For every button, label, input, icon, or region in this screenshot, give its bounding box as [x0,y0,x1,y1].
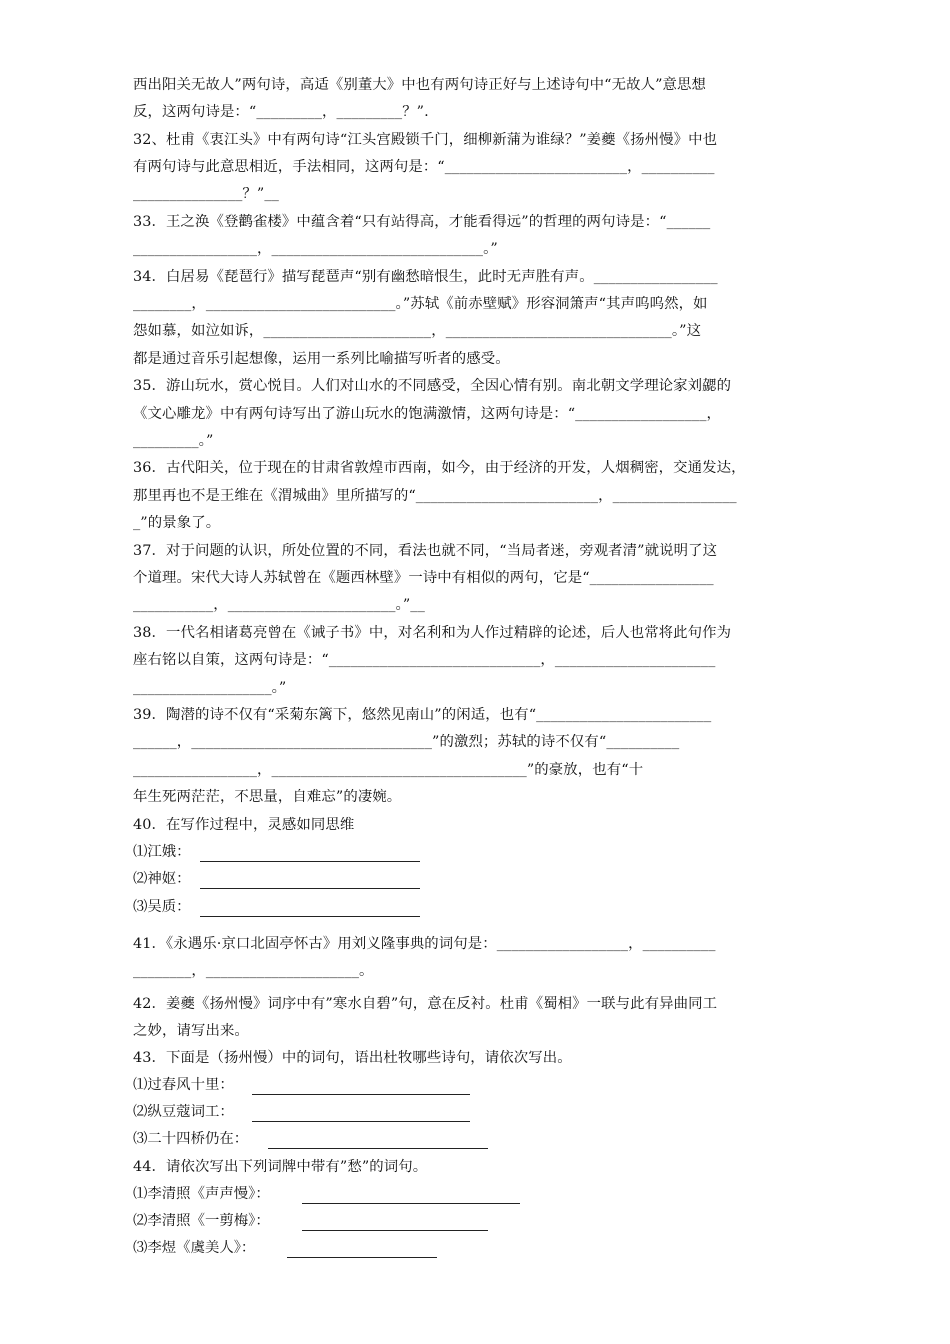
q43-item-label: ⑵纵豆蔻词工： [133,1104,234,1120]
text-line: ___________，_______________________。”__ [133,597,425,613]
text-line: ______，_________________________________”的激烈；苏轼的诗不仅有“__________ [133,734,680,750]
answer-blank[interactable] [287,1257,437,1258]
text-line: 37．对于问题的认识，所处位置的不同，看法也就不同，“当局者迷，旁观者清”就说明了这 [133,543,718,559]
text-line: 35．游山玩水，赏心悦目。人们对山水的不同感受，全因心情有别。南北朝文学理论家刘勰的 [133,378,732,394]
question-title: 43．下面是（扬州慢）中的词句，语出杜牧哪些诗句，请依次写出。 [133,1050,572,1066]
text-line: _________________，___________________________________”的豪放，也有“十 [133,762,644,778]
q40-item-label: ⑶吴质： [133,899,191,915]
text-line: 西出阳关无故人”两句诗，高适《别董大》中也有两句诗正好与上述诗句中“无故人”意思想 [133,77,707,93]
text-line: 40．在写作过程中，灵感如同思维 [133,817,355,833]
q40-item-label: ⑴江娥： [133,844,191,860]
text-line: 33．王之涣《登鹳雀楼》中蕴含着“只有站得高，才能看得远”的哲理的两句诗是：“______ [133,214,711,230]
text-line: 年生死两茫茫，不思量，自难忘”的凄婉。 [133,789,402,805]
text-line: 座右铭以自策，这两句诗是：“_____________________________，______________________ [133,652,716,668]
q44-item-label: ⑵李清照《一剪梅》： [133,1213,270,1229]
q44-item-label: ⑴李清照《声声慢》： [133,1186,270,1202]
text-line: 38．一代名相诸葛亮曾在《诫子书》中，对名利和为人作过精辟的论述，后人也常将此句作为 [133,625,732,641]
text-line: 39．陶潜的诗不仅有“采菊东篱下，悠然见南山”的闲适，也有“________________________ [133,707,712,723]
q43-item-label: ⑶二十四桥仍在： [133,1131,249,1147]
answer-blank[interactable] [200,888,420,889]
text-line: ___________________。” [133,680,287,696]
answer-blank[interactable] [200,861,420,862]
text-line: _______________？”__ [133,186,279,202]
text-line: 个道理。宋代大诗人苏轼曾在《题西林壁》一诗中有相似的两句，它是“_________________ [133,570,714,586]
text-line: 《文心雕龙》中有两句诗写出了游山玩水的饱满激情，这两句诗是：“__________________， [133,406,721,422]
q44-item-label: ⑶李煜《虞美人》： [133,1240,256,1256]
text-line: 32、杜甫《衷江头》中有两句诗“江头宫殿锁千门，细柳新蒲为谁绿？”姜夔《扬州慢》中也 [133,132,718,148]
text-line: 34．白居易《琵琶行》描写琵琶声“别有幽愁暗恨生，此时无声胜有声。_________________ [133,269,718,285]
text-line: 42．姜夔《扬州慢》词序中有”寒水自碧”句，意在反衬。杜甫《蜀相》一联与此有异曲同工 [133,996,718,1012]
text-line: _________________，_____________________________。” [133,241,498,257]
q40-item-label: ⑵神妪： [133,871,191,887]
text-line: 那里再也不是王维在《渭城曲》里所描写的“_________________________，_________________ [133,488,737,504]
text-line: _”的景象了。 [133,515,221,531]
text-line: 反，这两句诗是：“_________，_________？”. [133,104,429,120]
text-line: 怨如慕，如泣如诉，_______________________，_______________________________。”这 [133,323,702,339]
question-title: 44．请依次写出下列词牌中带有”愁”的词句。 [133,1159,428,1175]
answer-blank[interactable] [200,916,420,917]
answer-blank[interactable] [252,1094,470,1095]
answer-blank[interactable] [268,1148,488,1149]
answer-blank[interactable] [302,1230,488,1231]
q43-item-label: ⑴过春风十里： [133,1077,234,1093]
text-line: 36．古代阳关，位于现在的甘肃省敦煌市西南，如今，由于经济的开发，人烟稠密，交通发达， [133,460,746,476]
text-line: 都是通过音乐引起想像，运用一系列比喻描写听者的感受。 [133,351,510,367]
text-line: ________，_____________________。 [133,963,374,979]
text-line: 41．《永遇乐·京口北固亭怀古》用刘义隆事典的词句是：__________________，__________ [133,936,716,952]
text-line: _________。” [133,433,214,449]
answer-blank[interactable] [252,1121,470,1122]
text-line: 之妙，请写出来。 [133,1023,249,1039]
text-line: ________，__________________________。”苏轼《前赤壁赋》形容洞箫声“其声呜呜然，如 [133,296,708,312]
answer-blank[interactable] [302,1203,520,1204]
text-line: 有两句诗与此意思相近，手法相同，这两句是：“_________________________，__________ [133,159,715,175]
